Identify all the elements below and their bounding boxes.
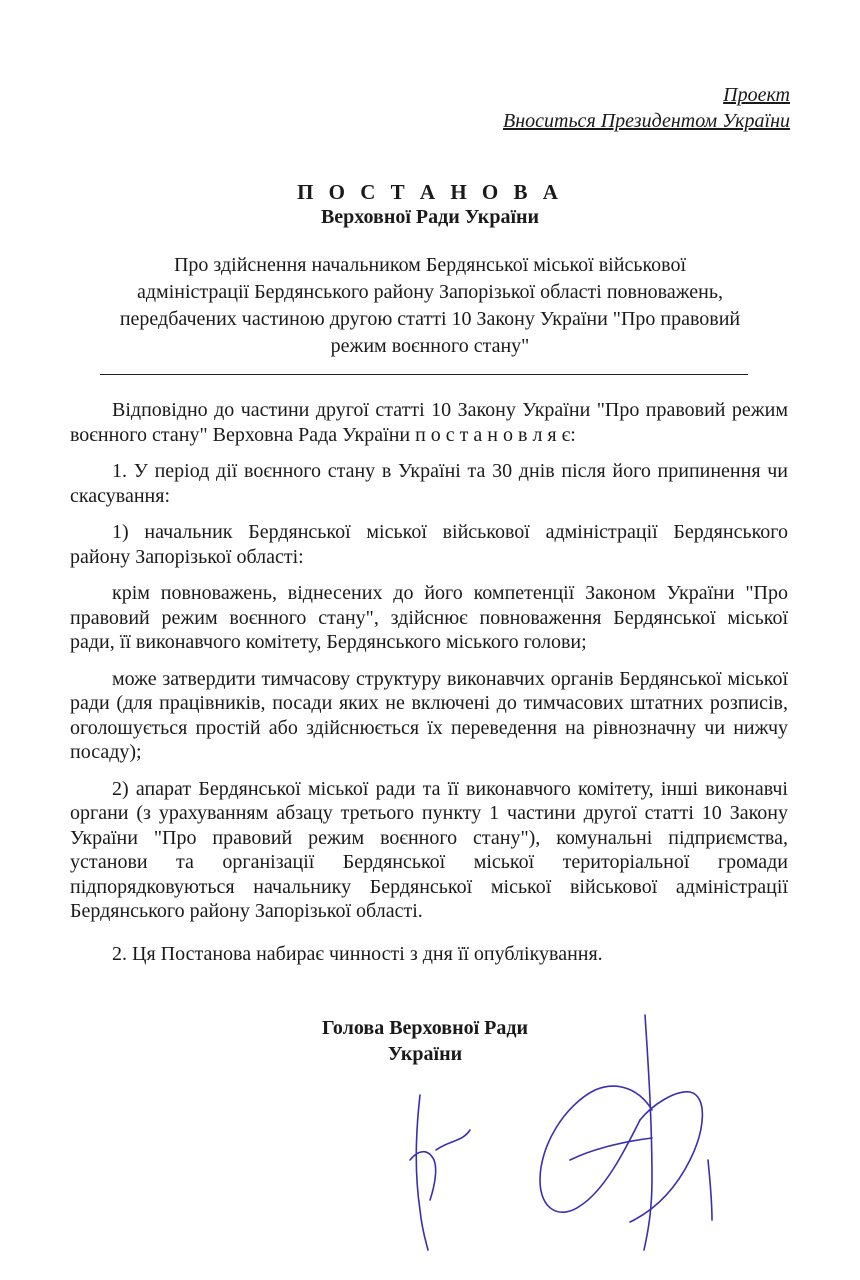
document-subtitle: Верховної Ради України: [320, 206, 540, 228]
subject-line: передбачених частиною другою статті 10 Закону України "Про правовий: [119, 308, 741, 330]
subject-line: Про здійснення начальником Бердянської міської військової: [173, 254, 687, 276]
paragraph-powers: крім повноважень, віднесених до його компетенції Законом України "Про правовий режим воєнного стану", здійснює повноваження Бердянської міської ради, її виконавчого комітету, Бердянського міського голови;: [70, 582, 788, 653]
handwritten-signature: [390, 1010, 740, 1270]
draft-note: [503, 82, 790, 134]
paragraph-item-2: 2. Ця Постанова набирає чинності з дня її опублікування.: [112, 942, 603, 965]
paragraph-subitem-1: 1) начальник Бердянської міської військової адміністрації Бердянського району Запорізької області:: [70, 521, 788, 568]
signatory-country: України: [387, 1043, 463, 1065]
paragraph-preamble: Відповідно до частини другої статті 10 Закону України "Про правовий режим воєнного стану" Верховна Рада України п о с т а н о в л я є:: [70, 399, 788, 446]
subject-line: адміністрації Бердянського району Запорізької області повноважень,: [137, 281, 723, 303]
draft-label: Проект: [723, 84, 790, 106]
subject-line: режим воєнного стану": [330, 335, 530, 357]
paragraph-structure: може затвердити тимчасову структуру виконавчих органів Бердянської міської ради (для працівників, посади яких не включені до тимчасових штатних розписів, оголошується простій або здійснюється їх переведення на рівнозначну чи нижчу посаду);: [70, 667, 788, 763]
paragraph-item-1: 1. У період дії воєнного стану в Україні та 30 днів після його припинення чи скасування:: [70, 460, 788, 507]
document-title: П О С Т А Н О В А: [297, 180, 563, 204]
signatory-title: Голова Верховної Ради: [321, 1017, 529, 1039]
submitted-by-label: Вноситься Президентом України: [503, 110, 790, 132]
divider-line: [100, 374, 748, 375]
paragraph-subitem-2: 2) апарат Бердянської міської ради та її виконавчого комітету, інші виконавчі органи (з урахуванням абзацу третього пункту 1 частини другої статті 10 Закону України "Про правовий режим воєнного стану"), комунальні підприємства, установи та організації Бердянської міської територіальної громади підпорядковуються начальнику Бердянської міської військової адміністрації Бердянського району Запорізької області.: [70, 777, 788, 922]
resolution-subject: [100, 252, 760, 360]
resolution-body: [70, 398, 788, 978]
